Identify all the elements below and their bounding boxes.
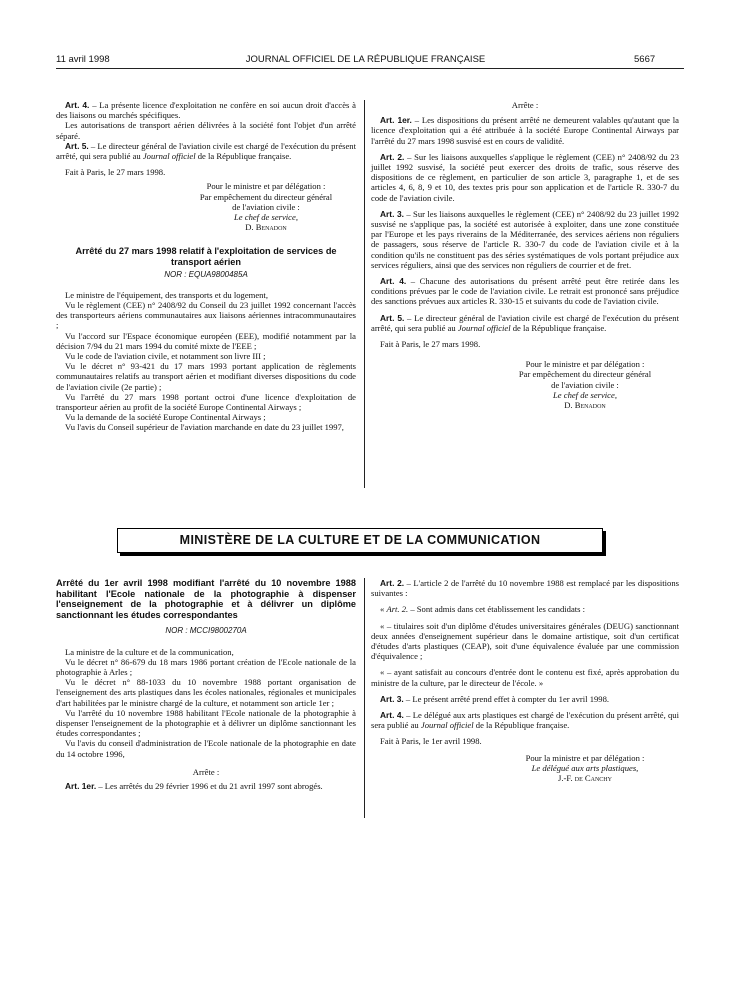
article-5-label: Art. 5. [65,140,89,151]
fait-a-paris: Fait à Paris, le 27 mars 1998. [65,167,166,178]
article-2-label: Art. 2. [380,151,405,162]
visa-5: Vu le décret n° 93-421 du 17 mars 1993 portant application de règlements communautaires relatifs au transport aérien et modifiant diverses dispositions du code de l'aviation civile (2e partie) ; [56,361,356,392]
culture-article-4-text-a: – Le délégué aux arts plastiques est chargé de l'exécution du présent arrêté, qui sera publié au [371,710,679,731]
quote-open: « [380,604,387,615]
quoted-article-2-label: Art. 2. [386,604,409,615]
culture-signature-line-1: Pour la ministre et par délégation : [525,752,645,763]
quoted-article-2 [371,604,679,614]
culture-article-3-label: Art. 3. [380,693,404,704]
article-1-paragraph [371,115,679,146]
culture-fait-a-paris: Fait à Paris, le 1er avril 1998. [380,736,482,747]
signature-name-right: D. Benadon [564,400,606,411]
culture-visa-1: La ministre de la culture et de la communication, [65,646,234,657]
header-date: 11 avril 1998 [56,54,110,65]
article-3-label: Art. 3. [380,208,404,219]
signature-line-3: de l'aviation civile : [232,201,300,212]
ministry-banner [117,528,603,553]
article-5-label-right: Art. 5. [380,312,405,323]
culture-article-2-label: Art. 2. [380,578,405,588]
article-2-paragraph [371,152,679,203]
culture-article-4-journal: Journal officiel [420,720,474,731]
culture-visa-4: Vu l'arrêté du 10 novembre 1988 habilitant l'Ecole nationale de la photographie à dispenser l'enseignement de la photographie et à délivrer un diplôme sanctionnant les études correspondantes ; [56,707,356,739]
bottom-left-column [56,578,356,791]
article-4-text: – La présente licence d'exploitation ne confère en soi aucun droit d'accès à des liaisons ou marchés spécifiques. [56,100,356,121]
culture-article-3 [371,694,679,704]
signature-line-4-right [491,390,679,400]
culture-signature-name: J.-F. de Canchy [558,773,612,784]
culture-article-2-text: – L'article 2 de l'arrêté du 10 novembre 1988 est remplacé par les dispositions suivantes : [371,578,679,599]
culture-article-4-text-b: de la République française. [473,720,570,731]
header-rule [56,68,684,69]
ministry-title: MINISTÈRE DE LA CULTURE ET DE LA COMMUNICATION [179,533,541,547]
nor-reference [56,270,356,280]
culture-article-3-text: – Le présent arrêté prend effet à compter du 1er avril 1998. [403,693,610,704]
article-5-text-a: – Le directeur général de l'aviation civile est chargé de l'exécution du présent arrêté, qui sera publié au [56,140,356,162]
article-3-text: – Sur les liaisons auxquelles le règlement (CEE) n° 2408/92 du 23 juillet 1992 susvisé ne s'applique pas, la société est autorisée à exploiter, dans une zone constituée par l'Europe et les pays riverains de la Méditerranée, des services aériens non réguliers de passagers, sous réserve de l'article R. 330-7 du code de l'aviation civile et à la condition qu'ils ne constituent pas des séries systématiques de vols portant préjudice aux services réguliers, ainsi que des services non réguliers de courrier et de fret. [371,208,679,270]
article-5-journal-right: Journal officiel [457,322,511,333]
culture-article-1-text: – Les arrêtés du 29 février 1996 et du 21 avril 1997 sont abrogés. [96,781,323,792]
culture-article-1 [56,781,356,791]
culture-nor-reference [56,626,356,636]
article-5-paragraph [56,141,356,161]
journal-title: JOURNAL OFFICIEL DE LA RÉPUBLIQUE FRANÇAISE [245,54,486,65]
culture-visa-2: Vu le décret n° 86-679 du 18 mars 1986 portant création de l'Ecole nationale de la photographie à Arles ; [56,656,356,677]
visa-3: Vu l'accord sur l'Espace économique européen (EEE), modifié notamment par la décision 7/94 du 21 mars 1994 du comité mixte de l'EEE ; [56,330,356,351]
article-5-text-a-right: – Le directeur général de l'aviation civile est chargé de l'exécution du présent arrêté, qui sera publié au [371,312,679,333]
quoted-article-2-text: – Sont admis dans cet établissement les candidats : [408,604,586,615]
authorisations-paragraph: Les autorisations de transport aérien délivrées à la société font l'objet d'un arrêté séparé. [56,120,356,141]
article-3-paragraph [371,209,679,270]
visa-7: Vu la demande de la société Europe Continental Airways ; [65,412,266,423]
signature-line-4 [176,212,356,222]
article-4-paragraph [56,100,356,120]
signature-line-1-right: Pour le ministre et par délégation : [525,359,645,370]
culture-signature-block [491,753,679,784]
bottom-right-column [371,578,679,783]
culture-signature-title: Le délégué aux arts plastiques, [531,762,639,773]
signature-title-right: Le chef de service, [553,389,617,400]
article-5-paragraph-right [371,313,679,333]
article-4-label: Art. 4. [65,100,90,110]
culture-article-2 [371,578,679,598]
column-divider-top [364,100,365,488]
signature-line-1: Pour le ministre et par délégation : [206,181,326,192]
visa-6: Vu l'arrêté du 27 mars 1998 portant octroi d'une licence d'exploitation de transporteur aérien au profit de la société Europe Continental Airways ; [56,391,356,413]
article-5-journal: Journal officiel [142,151,196,162]
article-4-paragraph-right [371,276,679,307]
nor-text: NOR : EQUA9800485A [164,269,248,279]
culture-visa-5: Vu l'avis du conseil d'administration de l'Ecole nationale de la photographie en date du 14 octobre 1996, [56,738,356,759]
culture-article-4 [371,710,679,730]
culture-arrete-title: Arrêté du 1er avril 1998 modifiant l'arrêté du 10 novembre 1988 habilitant l'Ecole nationale de la photographie à dispenser l'enseignement de la photographie et à délivrer un diplôme sanctionnant les études correspondantes [56,578,356,620]
top-right-column [371,100,679,410]
article-5-text-b: de la République française. [195,151,292,162]
article-1-text: – Les dispositions du présent arrêté ne demeurent valables qu'autant que la licence d'exploitation qui a été attribuée à la société Europe Continental Airways par l'arrêté du 27 mars 1998 susvisé est en cours de validité. [371,115,679,146]
article-1-label: Art. 1er. [380,115,412,126]
visa-8: Vu l'avis du Conseil supérieur de l'aviation marchande en date du 23 juillet 1997, [65,422,344,433]
signature-line-2-right: Par empêchement du directeur général [518,369,652,380]
quoted-condition-2: « – ayant satisfait au concours d'entrée dont le contenu est fixé, après approbation du ministre de la culture, par le directeur de l'école. » [371,667,679,688]
visa-1: Le ministre de l'équipement, des transports et du logement, [65,289,268,300]
signature-title: Le chef de service, [234,212,298,223]
signature-name: D. Benadon [245,222,287,233]
top-left-column [56,100,356,433]
fait-a-paris-right: Fait à Paris, le 27 mars 1998. [380,339,481,350]
article-4-label-right: Art. 4. [380,276,407,287]
signature-line-2: Par empêchement du directeur général [199,191,333,202]
visa-2: Vu le règlement (CEE) n° 2408/92 du Conseil du 23 juillet 1992 concernant l'accès des transporteurs aériens communautaires aux liaisons aériennes intracommunautaires ; [56,300,356,331]
signature-block-right [491,359,679,410]
article-5-text-b-right: de la République française. [510,322,607,333]
quoted-condition-1: « – titulaires soit d'un diplôme d'études universitaires générales (DEUG) sanctionnant deux années d'enseignement supérieur dans le domaine artistique, soit d'un certificat d'études d'arts plastiques (CEAP), soit d'une équivalence évaluée par une commission d'équivalence ; [371,620,679,662]
arrete-title: Arrêté du 27 mars 1998 relatif à l'exploitation de services de transport aérien [75,246,337,268]
column-divider-bottom [364,578,365,818]
signature-line-3-right: de l'aviation civile : [551,379,619,390]
culture-signature-line-2 [491,763,679,773]
culture-visa-3: Vu le décret n° 88-1033 du 10 novembre 1988 portant organisation de l'enseignement des arts plastiques dans les écoles nationales, régionales et municipales d'art habilitées par le ministre chargé de la culture, et notamment son article 1er ; [56,677,356,708]
visa-4: Vu le code de l'aviation civile, et notamment son livre III ; [65,351,266,362]
culture-arrete-heading: Arrête : [192,766,220,777]
arrete-heading: Arrête : [511,100,539,110]
page-number: 5667 [634,54,656,65]
culture-article-1-label: Art. 1er. [65,781,97,792]
article-2-text: – Sur les liaisons auxquelles s'applique le règlement (CEE) n° 2408/92 du 23 juillet 1992 susvisé, la société peut exercer des droits de trafic, sous réserve des dispositions de ce règlement, en particulier de son article 3, paragraphe 1, et de ses articles 4, 6, 8, 9 et 10, des textes pris pour son application et de l'article R. 330-7 du code de l'aviation civile. [371,151,679,203]
signature-block [176,181,356,232]
culture-article-4-label: Art. 4. [380,710,404,721]
culture-nor-text: NOR : MCCI9800270A [165,626,247,636]
article-4-text-right: – Chacune des autorisations du présent arrêté peut être retirée dans les conditions prévues par le code de l'aviation civile. Le retrait est prononcé sans préjudice des sanctions prévues aux articles R. 330-15 et suivants du code de l'aviation civile. [371,276,679,307]
